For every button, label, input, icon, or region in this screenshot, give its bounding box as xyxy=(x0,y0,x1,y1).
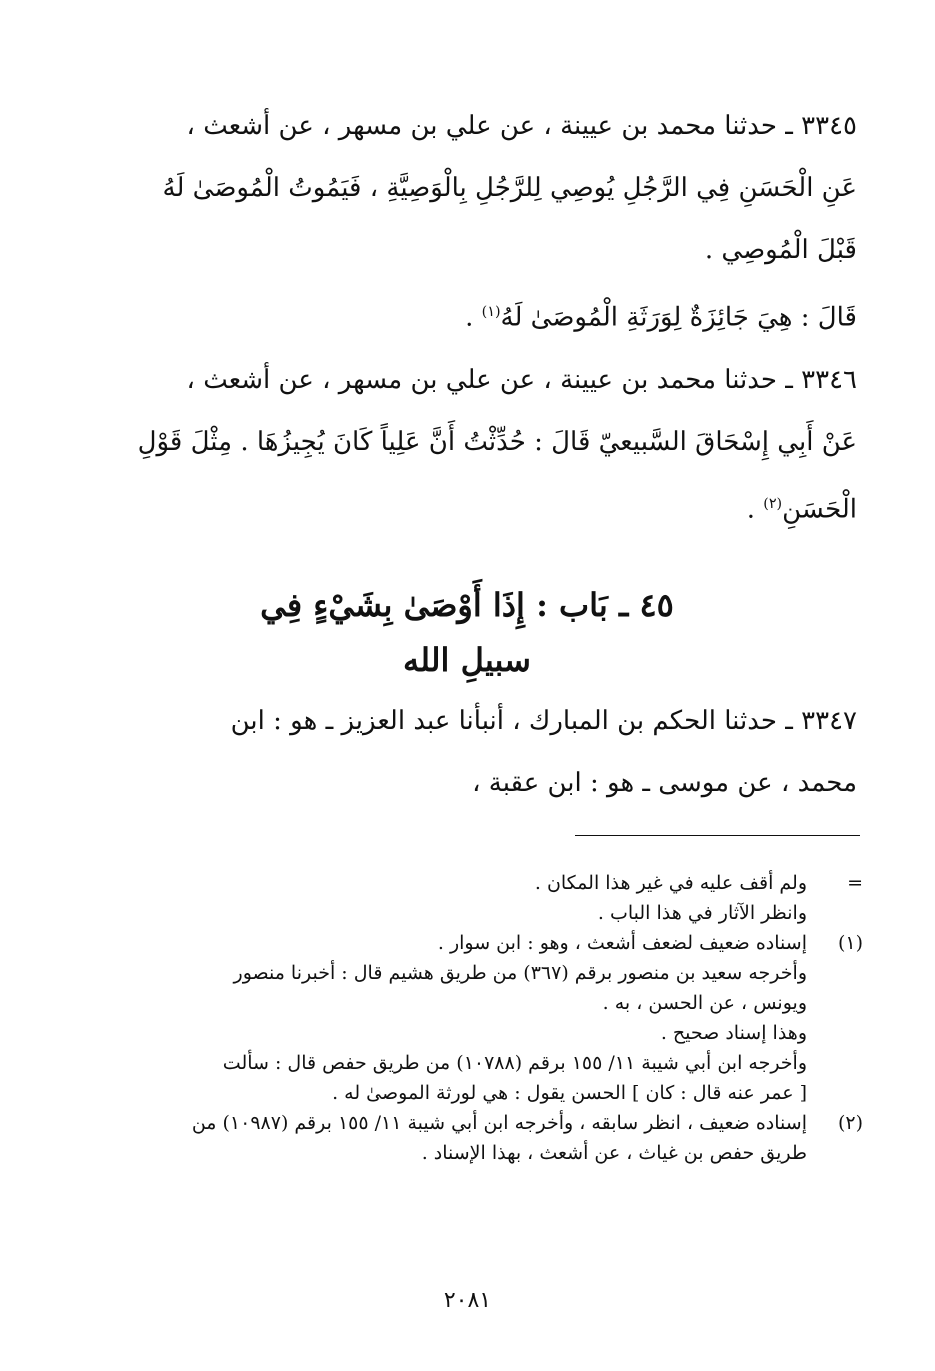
hadith-3346-word: الْحَسَنِ xyxy=(782,494,857,525)
footnote-2 xyxy=(73,1108,863,1168)
footnotes xyxy=(73,868,863,1168)
hadith-3346-line-2: عَنْ أَبِي إِسْحَاقَ السَّبيعيّ قَالَ : حُدِّثْتُ أَنَّ عَلِياً كَانَ يُجِيزُهَا . مِثْلَ قَوْلِ xyxy=(137,426,857,457)
footnote-1-line: وهذا إسناد صحيح . xyxy=(660,1022,807,1044)
footnote-1-line: ويونس ، عن الحسن ، به . xyxy=(602,992,807,1014)
main-text xyxy=(77,95,857,814)
continuation-marker: = xyxy=(847,872,863,894)
hadith-3347-line-1: ٣٣٤٧ ـ حدثنا الحكم بن المبارك ، أنبأنا عبد العزيز ـ هو : ابن xyxy=(230,706,857,737)
hadith-3345 xyxy=(77,95,857,349)
hadith-3345-line-2: عَنِ الْحَسَنِ فِي الرَّجُلِ يُوصِي لِلرَّجُلِ بِالْوَصِيَّةِ ، فَيَمُوتُ الْمُوصَىٰ لَهُ xyxy=(162,173,857,203)
hadith-3346-end: . xyxy=(746,494,764,525)
footnote-1-number: (١) xyxy=(837,932,863,954)
hadith-3345-end: . xyxy=(465,302,482,333)
footnote-1-line: وأخرجه ابن أبي شيبة ١١/ ١٥٥ برقم (١٠٧٨٨) من طريق حفص قال : سألت xyxy=(222,1052,807,1074)
chapter-heading xyxy=(77,576,857,686)
page-number: ٢٠٨١ xyxy=(443,1288,492,1313)
footnote-divider xyxy=(575,835,860,836)
footnote-ref-2[interactable]: (٢) xyxy=(763,495,783,512)
hadith-3345-line-1: ٣٣٤٥ ـ حدثنا محمد بن عيينة ، عن علي بن مسهر ، عن أشعث ، xyxy=(186,111,857,141)
continuation-line: وانظر الآثار في هذا الباب . xyxy=(597,902,807,924)
footnote-1-line: إسناده ضعيف لضعف أشعث ، وهو : ابن سوار . xyxy=(437,932,807,954)
footnote-1-line: وأخرجه سعيد بن منصور برقم (٣٦٧) من طريق هشيم قال : أخبرنا منصور xyxy=(233,962,807,984)
footnote-1 xyxy=(73,928,863,1108)
chapter-title: ٤٥ ـ بَاب : إِذَا أَوْصَىٰ بِشَيْءٍ فِي xyxy=(260,586,674,625)
hadith-3346-line-3 xyxy=(77,473,857,541)
hadith-3345-line-3: قَبْلَ الْمُوصِي . xyxy=(704,235,857,265)
hadith-3345-line-4 xyxy=(77,281,857,349)
hadith-3346-line-1: ٣٣٤٦ ـ حدثنا محمد بن عيينة ، عن علي بن مسهر ، عن أشعث ، xyxy=(186,364,857,395)
hadith-3345-saying: قَالَ : هِيَ جَائِزَةٌ لِوَرَثَةِ الْمُوصَىٰ لَهُ xyxy=(500,302,857,333)
chapter-subtitle: سبيلِ الله xyxy=(403,641,531,680)
continuation-line: ولم أقف عليه في غير هذا المكان . xyxy=(534,872,807,894)
footnote-1-line: [ عمر عنه قال : كان ] الحسن يقول : هي لورثة الموصىٰ له . xyxy=(332,1082,807,1104)
footnote-2-number: (٢) xyxy=(837,1112,863,1134)
hadith-3347-line-2: محمد ، عن موسى ـ هو : ابن عقبة ، xyxy=(472,768,857,799)
footnote-ref-1[interactable]: (١) xyxy=(481,304,501,320)
footnote-2-line: طريق حفص بن غياث ، عن أشعث ، بهذا الإسناد . xyxy=(421,1142,807,1164)
hadith-3346 xyxy=(77,349,857,541)
footnote-2-line: إسناده ضعيف ، انظر سابقه ، وأخرجه ابن أبي شيبة ١١/ ١٥٥ برقم (١٠٩٨٧) من xyxy=(191,1112,807,1134)
hadith-3347 xyxy=(77,690,857,814)
footnote-continuation xyxy=(73,868,863,928)
